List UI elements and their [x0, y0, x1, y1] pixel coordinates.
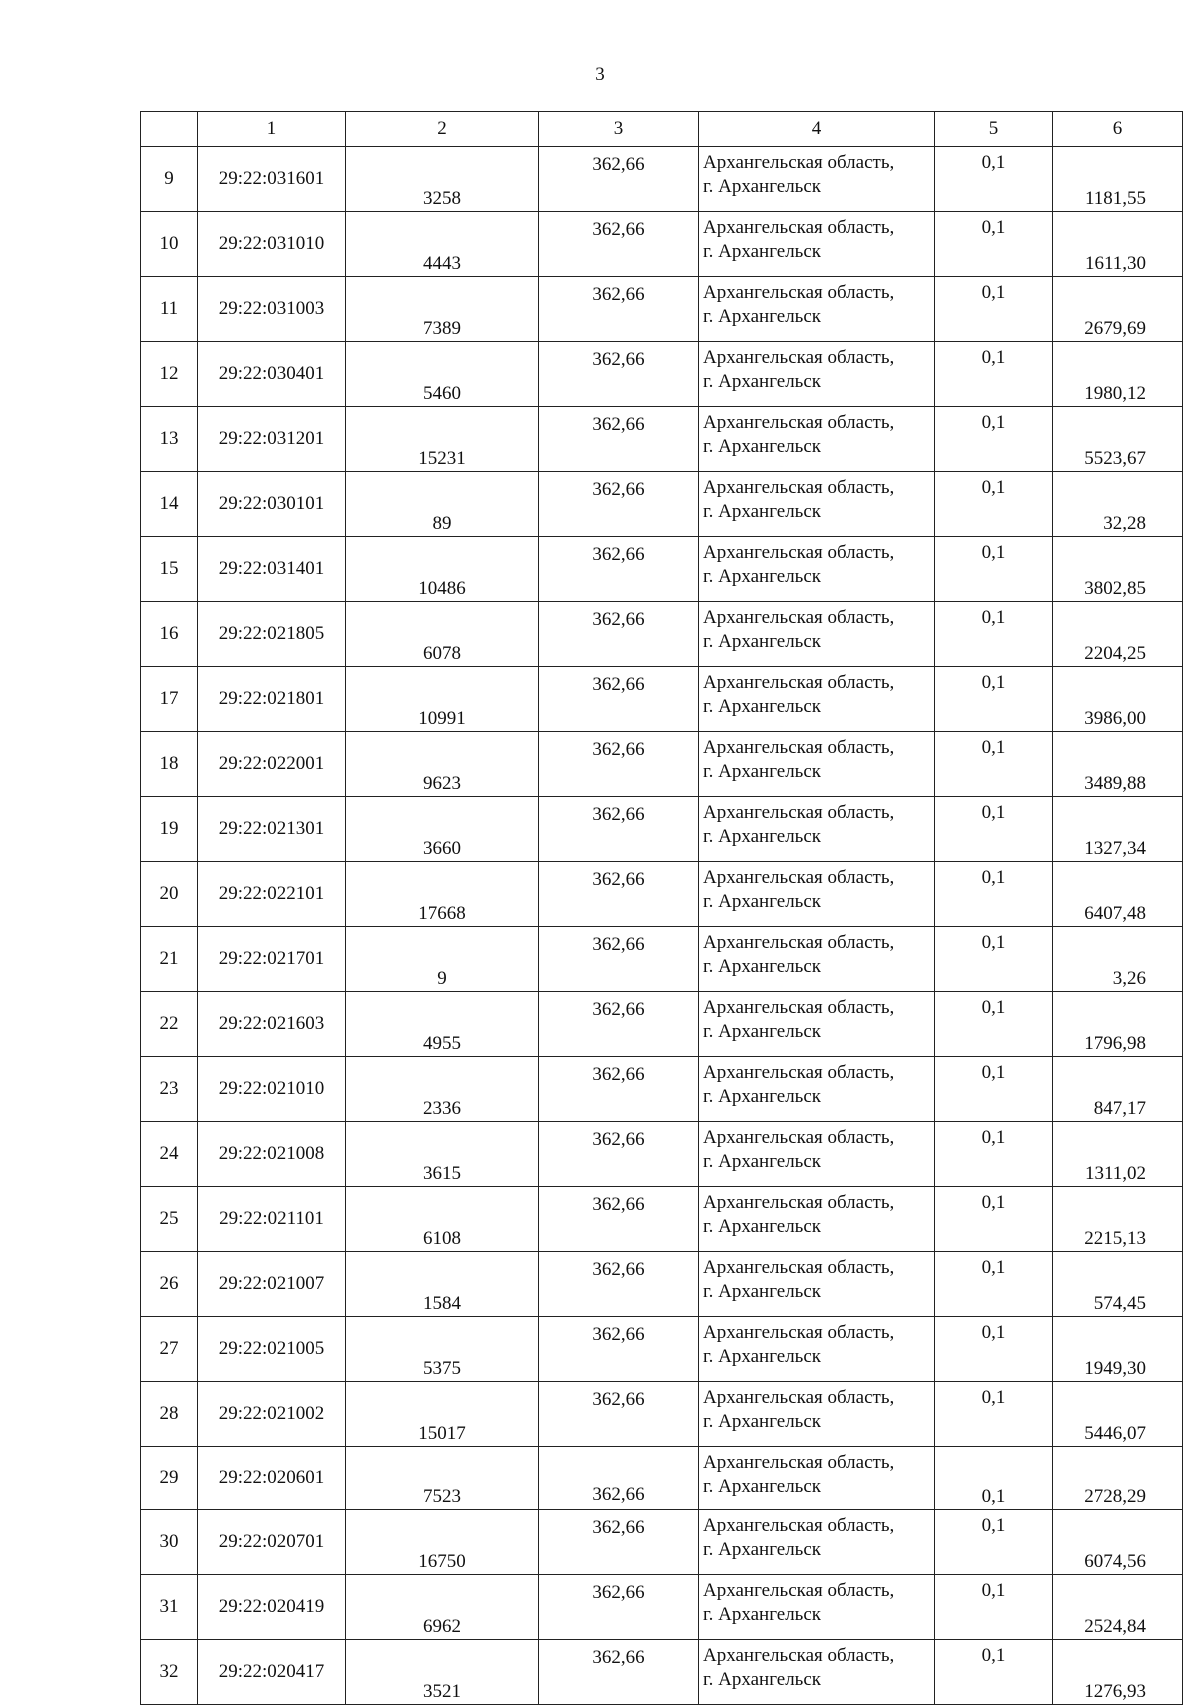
coefficient-value: 0,1 [935, 472, 1053, 537]
table-row [141, 1317, 1183, 1382]
address-cell [699, 1447, 935, 1510]
row-number: 9 [141, 147, 198, 212]
area-value: 3660 [346, 797, 539, 862]
coefficient-value: 0,1 [935, 1447, 1053, 1510]
address-city: г. Архангельск [703, 566, 822, 587]
area-value: 3615 [346, 1122, 539, 1187]
address-region: Архангельская область, [703, 737, 895, 758]
rate-value: 362,66 [539, 1252, 699, 1317]
coefficient-value: 0,1 [935, 667, 1053, 732]
sum-value: 2215,13 [1053, 1187, 1183, 1252]
area-value: 10486 [346, 537, 539, 602]
address-region: Архангельская область, [703, 1645, 895, 1666]
table-row [141, 1575, 1183, 1640]
coefficient-value: 0,1 [935, 1317, 1053, 1382]
sum-value: 3802,85 [1053, 537, 1183, 602]
address-cell [699, 1317, 935, 1382]
address-region: Архангельская область, [703, 282, 895, 303]
address-region: Архангельская область, [703, 1580, 895, 1601]
row-number: 11 [141, 277, 198, 342]
rate-value: 362,66 [539, 537, 699, 602]
address-cell [699, 472, 935, 537]
address-region: Архангельская область, [703, 1257, 895, 1278]
sum-value: 3489,88 [1053, 732, 1183, 797]
cadastral-number: 29:22:021007 [198, 1252, 346, 1317]
address-cell [699, 1640, 935, 1705]
rate-value: 362,66 [539, 277, 699, 342]
rate-value: 362,66 [539, 407, 699, 472]
address-region: Архангельская область, [703, 217, 895, 238]
address-city: г. Архангельск [703, 436, 822, 457]
address-cell [699, 927, 935, 992]
area-value: 6962 [346, 1575, 539, 1640]
rate-value: 362,66 [539, 1317, 699, 1382]
coefficient-value: 0,1 [935, 407, 1053, 472]
table-row [141, 732, 1183, 797]
row-number: 18 [141, 732, 198, 797]
address-cell [699, 1252, 935, 1317]
rate-value: 362,66 [539, 212, 699, 277]
cadastral-number: 29:22:021805 [198, 602, 346, 667]
row-number: 24 [141, 1122, 198, 1187]
address-cell [699, 407, 935, 472]
address-region: Архангельская область, [703, 1322, 895, 1343]
table-row [141, 1187, 1183, 1252]
sum-value: 1980,12 [1053, 342, 1183, 407]
rate-value: 362,66 [539, 1510, 699, 1575]
sum-value: 1276,93 [1053, 1640, 1183, 1705]
cadastral-number: 29:22:021005 [198, 1317, 346, 1382]
cadastral-number: 29:22:031010 [198, 212, 346, 277]
row-number: 25 [141, 1187, 198, 1252]
row-number: 13 [141, 407, 198, 472]
address-region: Архангельская область, [703, 997, 895, 1018]
address-city: г. Архангельск [703, 1021, 822, 1042]
table-row [141, 992, 1183, 1057]
cadastral-number: 29:22:031201 [198, 407, 346, 472]
coefficient-value: 0,1 [935, 1575, 1053, 1640]
row-number: 32 [141, 1640, 198, 1705]
table-row [141, 862, 1183, 927]
area-value: 7523 [346, 1447, 539, 1510]
table-row [141, 1057, 1183, 1122]
coefficient-value: 0,1 [935, 1252, 1053, 1317]
rate-value: 362,66 [539, 1382, 699, 1447]
coefficient-value: 0,1 [935, 212, 1053, 277]
address-region: Архангельская область, [703, 867, 895, 888]
table-row [141, 1640, 1183, 1705]
table-row [141, 1252, 1183, 1317]
row-number: 12 [141, 342, 198, 407]
address-city: г. Архангельск [703, 1539, 822, 1560]
sum-value: 1949,30 [1053, 1317, 1183, 1382]
row-number: 31 [141, 1575, 198, 1640]
rate-value: 362,66 [539, 862, 699, 927]
address-region: Архангельская область, [703, 932, 895, 953]
cadastral-number: 29:22:021008 [198, 1122, 346, 1187]
rate-value: 362,66 [539, 1575, 699, 1640]
address-region: Архангельская область, [703, 1387, 895, 1408]
coefficient-value: 0,1 [935, 862, 1053, 927]
row-number: 23 [141, 1057, 198, 1122]
cadastral-number: 29:22:031003 [198, 277, 346, 342]
coefficient-value: 0,1 [935, 1510, 1053, 1575]
address-region: Архангельская область, [703, 1192, 895, 1213]
row-number: 14 [141, 472, 198, 537]
address-region: Архангельская область, [703, 542, 895, 563]
cadastral-number: 29:22:031401 [198, 537, 346, 602]
coefficient-value: 0,1 [935, 147, 1053, 212]
table-row [141, 1382, 1183, 1447]
row-number: 29 [141, 1447, 198, 1510]
address-city: г. Архангельск [703, 1151, 822, 1172]
cadastral-number: 29:22:031601 [198, 147, 346, 212]
address-city: г. Архангельск [703, 1476, 822, 1497]
address-cell [699, 992, 935, 1057]
sum-value: 2728,29 [1053, 1447, 1183, 1510]
coefficient-value: 0,1 [935, 1122, 1053, 1187]
header-cell: 6 [1053, 112, 1183, 147]
cadastral-number: 29:22:020419 [198, 1575, 346, 1640]
area-value: 4955 [346, 992, 539, 1057]
address-cell [699, 1122, 935, 1187]
header-cell: 1 [198, 112, 346, 147]
coefficient-value: 0,1 [935, 927, 1053, 992]
cadastral-number: 29:22:030101 [198, 472, 346, 537]
cadastral-number: 29:22:021002 [198, 1382, 346, 1447]
address-cell [699, 862, 935, 927]
area-value: 4443 [346, 212, 539, 277]
sum-value: 1611,30 [1053, 212, 1183, 277]
sum-value: 574,45 [1053, 1252, 1183, 1317]
address-cell [699, 1575, 935, 1640]
cadastral-number: 29:22:020417 [198, 1640, 346, 1705]
cadastral-number: 29:22:021010 [198, 1057, 346, 1122]
sum-value: 6407,48 [1053, 862, 1183, 927]
row-number: 26 [141, 1252, 198, 1317]
address-region: Архангельская область, [703, 477, 895, 498]
table-row [141, 1510, 1183, 1575]
sum-value: 3986,00 [1053, 667, 1183, 732]
rate-value: 362,66 [539, 472, 699, 537]
address-region: Архангельская область, [703, 347, 895, 368]
row-number: 28 [141, 1382, 198, 1447]
sum-value: 5446,07 [1053, 1382, 1183, 1447]
address-cell [699, 147, 935, 212]
row-number: 27 [141, 1317, 198, 1382]
address-cell [699, 537, 935, 602]
rate-value: 362,66 [539, 732, 699, 797]
area-value: 15017 [346, 1382, 539, 1447]
sum-value: 1311,02 [1053, 1122, 1183, 1187]
area-value: 17668 [346, 862, 539, 927]
row-number: 15 [141, 537, 198, 602]
area-value: 3258 [346, 147, 539, 212]
rate-value: 362,66 [539, 1187, 699, 1252]
cadastral-number: 29:22:030401 [198, 342, 346, 407]
address-city: г. Архангельск [703, 1216, 822, 1237]
address-city: г. Архангельск [703, 631, 822, 652]
row-number: 16 [141, 602, 198, 667]
address-cell [699, 1057, 935, 1122]
cadastral-number: 29:22:021701 [198, 927, 346, 992]
table-row [141, 1447, 1183, 1510]
row-number: 10 [141, 212, 198, 277]
area-value: 7389 [346, 277, 539, 342]
rate-value: 362,66 [539, 992, 699, 1057]
row-number: 22 [141, 992, 198, 1057]
cadastral-number: 29:22:022001 [198, 732, 346, 797]
header-cell: 3 [539, 112, 699, 147]
coefficient-value: 0,1 [935, 1640, 1053, 1705]
coefficient-value: 0,1 [935, 1057, 1053, 1122]
sum-value: 32,28 [1053, 472, 1183, 537]
rate-value: 362,66 [539, 602, 699, 667]
cadastral-number: 29:22:021801 [198, 667, 346, 732]
table-row [141, 147, 1183, 212]
cadastral-number: 29:22:022101 [198, 862, 346, 927]
rate-value: 362,66 [539, 797, 699, 862]
rate-value: 362,66 [539, 927, 699, 992]
address-cell [699, 342, 935, 407]
area-value: 5460 [346, 342, 539, 407]
address-region: Архангельская область, [703, 1515, 895, 1536]
cadastral-number: 29:22:021101 [198, 1187, 346, 1252]
sum-value: 1181,55 [1053, 147, 1183, 212]
area-value: 1584 [346, 1252, 539, 1317]
sum-value: 847,17 [1053, 1057, 1183, 1122]
table-row [141, 1122, 1183, 1187]
table-row [141, 797, 1183, 862]
address-cell [699, 732, 935, 797]
table-row [141, 212, 1183, 277]
address-city: г. Архангельск [703, 1346, 822, 1367]
address-city: г. Архангельск [703, 826, 822, 847]
address-city: г. Архангельск [703, 306, 822, 327]
sum-value: 2679,69 [1053, 277, 1183, 342]
area-value: 9 [346, 927, 539, 992]
coefficient-value: 0,1 [935, 732, 1053, 797]
page-number: 3 [595, 64, 605, 85]
header-cell: 5 [935, 112, 1053, 147]
coefficient-value: 0,1 [935, 992, 1053, 1057]
header-cell: 2 [346, 112, 539, 147]
area-value: 10991 [346, 667, 539, 732]
address-city: г. Архангельск [703, 1086, 822, 1107]
row-number: 20 [141, 862, 198, 927]
rate-value: 362,66 [539, 1640, 699, 1705]
cadastral-number: 29:22:020701 [198, 1510, 346, 1575]
address-cell [699, 1187, 935, 1252]
address-region: Архангельская область, [703, 672, 895, 693]
address-region: Архангельская область, [703, 1127, 895, 1148]
table-row [141, 667, 1183, 732]
area-value: 89 [346, 472, 539, 537]
rate-value: 362,66 [539, 147, 699, 212]
address-region: Архангельская область, [703, 152, 895, 173]
address-cell [699, 667, 935, 732]
sum-value: 3,26 [1053, 927, 1183, 992]
address-city: г. Архангельск [703, 696, 822, 717]
sum-value: 2524,84 [1053, 1575, 1183, 1640]
address-city: г. Архангельск [703, 891, 822, 912]
address-city: г. Архангельск [703, 1281, 822, 1302]
coefficient-value: 0,1 [935, 342, 1053, 407]
area-value: 5375 [346, 1317, 539, 1382]
area-value: 9623 [346, 732, 539, 797]
row-number: 30 [141, 1510, 198, 1575]
table-row [141, 927, 1183, 992]
address-cell [699, 212, 935, 277]
coefficient-value: 0,1 [935, 277, 1053, 342]
address-region: Архангельская область, [703, 412, 895, 433]
table-row [141, 277, 1183, 342]
rate-value: 362,66 [539, 1447, 699, 1510]
data-table [140, 111, 1183, 1705]
cadastral-number: 29:22:021603 [198, 992, 346, 1057]
cadastral-number: 29:22:020601 [198, 1447, 346, 1510]
rate-value: 362,66 [539, 667, 699, 732]
area-value: 15231 [346, 407, 539, 472]
coefficient-value: 0,1 [935, 797, 1053, 862]
address-region: Архангельская область, [703, 607, 895, 628]
address-cell [699, 1382, 935, 1447]
cadastral-number: 29:22:021301 [198, 797, 346, 862]
address-city: г. Архангельск [703, 761, 822, 782]
sum-value: 1327,34 [1053, 797, 1183, 862]
address-cell [699, 1510, 935, 1575]
address-city: г. Архангельск [703, 176, 822, 197]
area-value: 16750 [346, 1510, 539, 1575]
address-region: Архангельская область, [703, 1452, 895, 1473]
sum-value: 2204,25 [1053, 602, 1183, 667]
address-cell [699, 602, 935, 667]
area-value: 6108 [346, 1187, 539, 1252]
address-city: г. Архангельск [703, 241, 822, 262]
sum-value: 6074,56 [1053, 1510, 1183, 1575]
address-city: г. Архангельск [703, 1669, 822, 1690]
header-row [141, 112, 1183, 147]
area-value: 2336 [346, 1057, 539, 1122]
address-cell [699, 277, 935, 342]
area-value: 6078 [346, 602, 539, 667]
rate-value: 362,66 [539, 1057, 699, 1122]
address-city: г. Архангельск [703, 956, 822, 977]
table-row [141, 537, 1183, 602]
table-row [141, 472, 1183, 537]
row-number: 19 [141, 797, 198, 862]
coefficient-value: 0,1 [935, 1382, 1053, 1447]
coefficient-value: 0,1 [935, 1187, 1053, 1252]
row-number: 17 [141, 667, 198, 732]
coefficient-value: 0,1 [935, 602, 1053, 667]
area-value: 3521 [346, 1640, 539, 1705]
address-region: Архангельская область, [703, 802, 895, 823]
table-row [141, 407, 1183, 472]
address-city: г. Архангельск [703, 1411, 822, 1432]
sum-value: 5523,67 [1053, 407, 1183, 472]
table-body [141, 112, 1183, 1705]
table-row [141, 602, 1183, 667]
row-number: 21 [141, 927, 198, 992]
coefficient-value: 0,1 [935, 537, 1053, 602]
address-cell [699, 797, 935, 862]
header-cell [141, 112, 198, 147]
address-city: г. Архангельск [703, 501, 822, 522]
sum-value: 1796,98 [1053, 992, 1183, 1057]
rate-value: 362,66 [539, 342, 699, 407]
rate-value: 362,66 [539, 1122, 699, 1187]
table-row [141, 342, 1183, 407]
address-city: г. Архангельск [703, 1604, 822, 1625]
address-city: г. Архангельск [703, 371, 822, 392]
address-region: Архангельская область, [703, 1062, 895, 1083]
header-cell: 4 [699, 112, 935, 147]
